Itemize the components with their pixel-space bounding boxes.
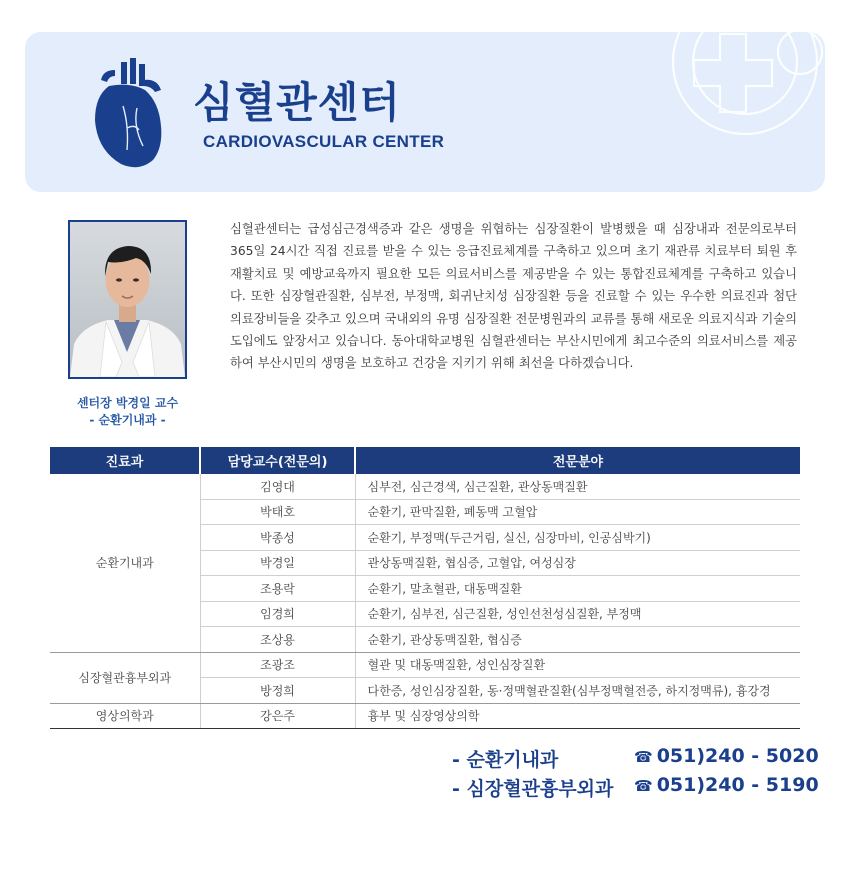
professor-cell: 조상용: [200, 627, 355, 653]
heart-icon: [93, 58, 163, 168]
header-banner: [25, 32, 825, 192]
professor-cell: 임경희: [200, 601, 355, 627]
page-subtitle: CARDIOVASCULAR CENTER: [203, 132, 445, 151]
professor-cell: 조용락: [200, 576, 355, 602]
table-header-row: [50, 448, 800, 474]
director-name: 센터장 박경일 교수: [76, 396, 179, 410]
director-department: - 순환기내과 -: [89, 413, 166, 427]
specialty-cell: 순환기, 말초혈관, 대동맥질환: [355, 576, 800, 602]
specialty-cell: 심부전, 심근경색, 심근질환, 관상동맥질환: [355, 474, 800, 500]
phone-icon: ☎: [634, 748, 653, 766]
column-header-specialty: 전문분야: [355, 448, 800, 474]
director-photo: [68, 220, 187, 379]
intro-paragraph: 심혈관센터는 급성심근경색증과 같은 생명을 위협하는 심장질환이 발병했을 때 심장내과 전문의로부터 365일 24시간 직접 진료를 받을 수 있는 응급진료체계를 구축하고 있으며 초기 재관류 치료부터 퇴원 후 재활치료 및 예방교육까지 필요한 모든 의료서비스를 제공받을 수 있는 통합진료체계를 구축하고 있습니다. 또한 심장혈관질환, 심부전, 부정맥, 회귀난치성 심장질환 등을 진료할 수 있는 우수한 의료진과 첨단 의료장비들을 갖추고 있으며 국내외의 유명 심장질환 전문병원과의 교류를 통해 새로운 의료지식과 기술의 도입에도 앞장서고 있습니다. 동아대학교병원 심혈관센터는 부산시민에게 최고수준의 의료서비스를 제공하여 부산시민의 생명을 보호하고 건강을 지키기 위해 최선을 다하겠습니다.: [230, 222, 797, 371]
specialty-cell: 다한증, 성인심장질환, 동·정맥혈관질환(심부정맥혈전증, 하지정맥류), 흉강경: [355, 678, 800, 704]
professor-cell: 강은주: [200, 703, 355, 729]
table-row: [50, 703, 800, 729]
contact-department: - 심장혈관흉부외과: [452, 778, 614, 800]
specialty-cell: 흉부 및 심장영상의학: [355, 703, 800, 729]
contact-department: - 순환기내과: [452, 749, 559, 771]
department-cell: 심장혈관흉부외과: [50, 652, 200, 703]
department-cell: 영상의학과: [50, 703, 200, 729]
professor-cell: 방정희: [200, 678, 355, 704]
professor-cell: 박종성: [200, 525, 355, 551]
department-table: [50, 447, 800, 729]
table-row: [50, 474, 800, 500]
department-cell: 순환기내과: [50, 474, 200, 653]
professor-cell: 조광조: [200, 652, 355, 678]
contact-phone[interactable]: [634, 774, 819, 796]
phone-number: 051)240 - 5190: [656, 774, 819, 796]
plus-cross-decoration: [625, 32, 825, 192]
specialty-cell: 순환기, 판막질환, 폐동맥 고혈압: [355, 499, 800, 525]
professor-cell: 박경일: [200, 550, 355, 576]
contact-phone[interactable]: [634, 745, 819, 767]
phone-number: 051)240 - 5020: [656, 745, 819, 767]
table-row: [50, 652, 800, 678]
specialty-cell: 순환기, 관상동맥질환, 협심증: [355, 627, 800, 653]
professor-cell: 박태호: [200, 499, 355, 525]
professor-cell: 김영대: [200, 474, 355, 500]
specialty-cell: 순환기, 부정맥(두근거림, 실신, 심장마비, 인공심박기): [355, 525, 800, 551]
specialty-cell: 순환기, 심부전, 심근질환, 성인선천성심질환, 부정맥: [355, 601, 800, 627]
specialty-cell: 혈관 및 대동맥질환, 성인심장질환: [355, 652, 800, 678]
column-header-professor: 담당교수(전문의): [200, 448, 355, 474]
phone-icon: ☎: [634, 777, 653, 795]
column-header-department: 진료과: [50, 448, 200, 474]
page-title: 심혈관센터: [193, 78, 401, 127]
specialty-cell: 관상동맥질환, 협심증, 고혈압, 여성심장: [355, 550, 800, 576]
